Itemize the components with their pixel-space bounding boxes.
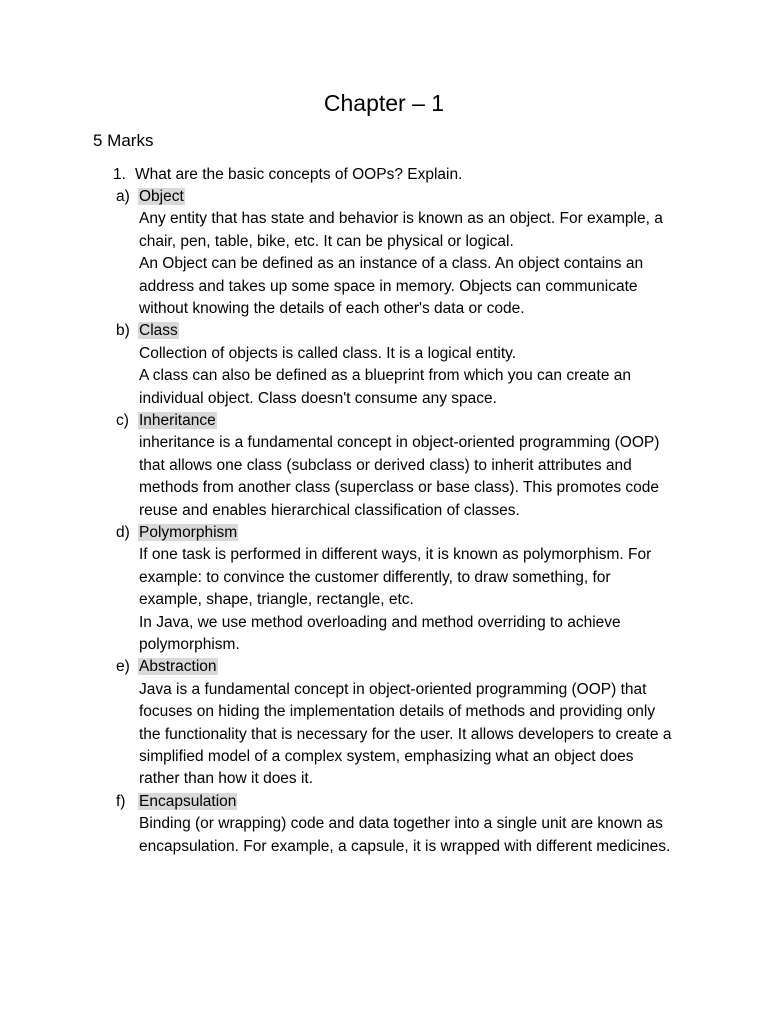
concept-letter: a)	[116, 188, 130, 205]
concept-paragraph: In Java, we use method overloading and method overriding to achieve polymorphism.	[139, 613, 621, 654]
section-heading: 5 Marks	[93, 131, 154, 150]
question-text: What are the basic concepts of OOPs? Explain.	[135, 166, 463, 183]
concept-letter: b)	[116, 322, 130, 340]
concept-label-encapsulation: Encapsulation	[139, 792, 237, 810]
concept-paragraph: An Object can be defined as an instance of a class. An object contains an address and takes up some space in memory. Objects can communicate without knowing the details of each other's data or code.	[139, 255, 644, 318]
question	[113, 164, 462, 186]
concept-heading	[116, 791, 676, 813]
concept-paragraph: Binding (or wrapping) code and data together into a single unit are known as encapsulation. For example, a capsule, it is wrapped with different medicines.	[139, 815, 671, 855]
concept-letter: c)	[116, 412, 129, 430]
concept-body	[139, 432, 676, 522]
concept-item-object	[116, 186, 676, 320]
concept-item-polymorphism	[116, 522, 676, 656]
concept-body	[139, 544, 676, 656]
concept-heading	[116, 410, 676, 432]
concept-body	[139, 679, 676, 791]
concept-heading	[116, 522, 676, 544]
concept-body	[139, 208, 676, 320]
concept-paragraph: A class can also be defined as a blueprint from which you can create an individual object. Class doesn't consume any space.	[139, 367, 631, 407]
concept-list	[116, 186, 676, 858]
concept-heading	[116, 186, 676, 208]
concept-label-class: Class	[139, 322, 178, 340]
concept-heading	[116, 320, 676, 342]
concept-heading	[116, 656, 676, 678]
concept-paragraph: If one task is performed in different ways, it is known as polymorphism. For example: to convince the customer differently, to draw something, for example, shape, triangle, rectangle, etc.	[139, 546, 652, 609]
concept-item-inheritance	[116, 410, 676, 522]
concept-paragraph: Collection of objects is called class. It is a logical entity.	[139, 344, 517, 362]
concept-label-abstraction: Abstraction	[139, 658, 217, 676]
concept-letter: d)	[116, 524, 130, 542]
concept-label-polymorphism: Polymorphism	[139, 524, 238, 542]
question-number: 1.	[113, 166, 126, 183]
concept-paragraph: inheritance is a fundamental concept in object-oriented programming (OOP) that allows one class (subclass or derived class) to inherit attributes and methods from another class (superclass or base class). This promotes code reuse and enables hierarchical classification of classes.	[139, 434, 660, 519]
concept-item-encapsulation	[116, 791, 676, 858]
chapter-title: Chapter – 1	[323, 90, 445, 116]
concept-body	[139, 343, 676, 410]
concept-item-abstraction	[116, 656, 676, 790]
concept-body	[139, 813, 676, 858]
concept-item-class	[116, 320, 676, 410]
concept-label-inheritance: Inheritance	[139, 412, 216, 430]
concept-letter: f)	[116, 792, 126, 810]
concept-paragraph: Java is a fundamental concept in object-oriented programming (OOP) that focuses on hiding the implementation details of methods and providing only the functionality that is necessary for the user. It allows developers to create a simplified model of a complex system, emphasizing what an object does rather than how it does it.	[139, 680, 672, 788]
concept-letter: e)	[116, 658, 130, 676]
concept-label-object: Object	[139, 188, 184, 205]
concept-paragraph: Any entity that has state and behavior is known as an object. For example, a chair, pen, table, bike, etc. It can be physical or logical.	[139, 210, 663, 250]
